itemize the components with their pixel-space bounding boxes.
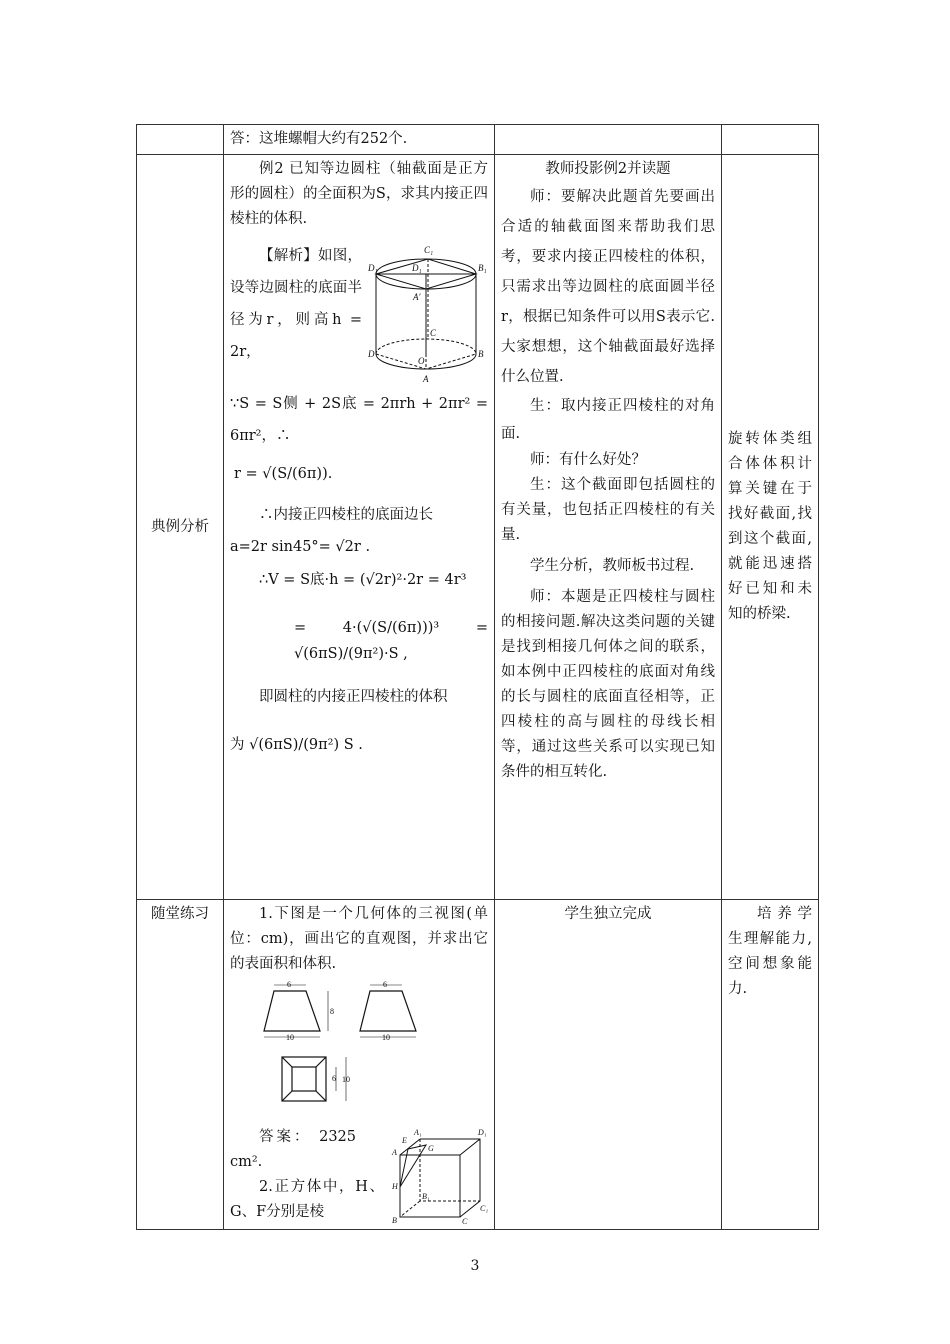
row1-col3 [495,125,722,155]
exercise-2: 2.正方体中，H、G、F分别是棱 [230,1179,384,1220]
label-b1: B₁ [422,1192,430,1201]
conclusion-line1: 即圆柱的内接正四棱柱的体积 [259,689,448,705]
answer-label: 答案： [259,1129,312,1145]
table-row [137,155,819,900]
label-c1: C₁ [480,1204,488,1213]
label-d: D [368,349,375,359]
teacher-line-5: 学生分析，教师板书过程. [530,558,695,574]
teacher-line-6: 师：本题是正四棱柱与圆柱的相接问题.解决这类问题的关键是找到相接几何体之间的联系，如本例中正四棱柱的底面对角线的长与圆柱的底面直径相等，正四棱柱的高与圆柱的母线长相等，通过这些关系可以实现已知条件的相互转化. [501,589,715,780]
teacher-line-1: 师：要解决此题首先要画出合适的轴截面图来帮助我们思考，要求内接正四棱柱的体积，只需求出等边圆柱的底面圆半径r，根据已知条件可以用S表示它.大家想想，这个轴截面最好选择什么位置. [501,189,715,385]
dim-height: 8 [330,1007,334,1016]
conclusion-line2: 为 √(6πS)/(9π²) S . [230,737,363,753]
answer-value: 2325 [319,1129,357,1145]
note-text: 培养学生理解能力,空间想象能力. [728,906,812,997]
teacher-line-4: 生：这个截面即包括圆柱的有关量，也包括正四棱柱的有关量. [501,477,715,543]
example-problem: 例2 已知等边圆柱（轴截面是正方形的圆柱）的全面积为S，求其内接正四棱柱的体积. [230,161,488,227]
label-a1: A₁ [414,1128,422,1137]
row1-col2 [224,125,495,155]
label-c1: C₁ [424,245,434,255]
label-d1: D₁ [478,1128,487,1137]
three-views-figure [262,981,442,1121]
formula-a: a=2r sin45°= √2r . [230,539,371,555]
cylinder-figure [368,244,488,386]
table-row [137,125,819,155]
answer-text: 答：这堆螺帽大约有252个. [230,131,408,147]
teacher-line-3: 师：有什么好处？ [530,452,646,468]
example-content [224,155,495,900]
label-c: C [462,1217,468,1225]
teacher-line-2: 生：取内接正四棱柱的对角面. [501,398,715,442]
page-number: 3 [470,1258,480,1274]
label-b: B [392,1216,397,1225]
solution-head: 【解析】如图，设等边圆柱的底面半径为r，则高h = 2r， [230,248,362,360]
formula-v1: ∴V = S底·h = (√2r)²·2r = 4r³ [259,572,467,588]
cube-figure [390,1125,488,1225]
teacher-activity: 学生独立完成 [495,900,722,1230]
section-label: 典例分析 [137,155,224,900]
row1-col1 [137,125,224,155]
formula-s: ∵S = S侧 + 2S底 = 2πrh + 2πr² = 6πr²，∴ [230,396,488,444]
exercise-1: 1.下图是一个几何体的三视图(单位：cm)，画出它的直观图，并求出它的表面积和体积. [230,906,488,972]
label-b: B [478,349,484,359]
label-a-prime: A' [413,292,421,302]
label-c: C [430,328,437,338]
row1-col4 [722,125,819,155]
lesson-table [136,124,819,1230]
table-row [137,900,819,1230]
dim-bottom-right: 10 [382,1033,390,1042]
label-d1: D₁ [368,263,378,273]
label-a: A [392,1148,397,1157]
formula-v2: = 4·(√(S/(6π)))³ = √(6πS)/(9π²)·S , [294,620,488,662]
note-text: 旋转体类组合体体积计算关键在于找好截面,找到这个截面,就能迅速搭好已知和未知的桥梁. [728,431,812,622]
teacher-activity [495,155,722,900]
teacher-line-0: 教师投影例2并读题 [545,161,671,177]
design-note [722,155,819,900]
label-b1: B₁ [478,263,487,273]
dim-bottom-left: 10 [286,1033,294,1042]
label-h: H [392,1182,398,1191]
label-d1-top: D₁ [412,263,422,273]
dim-outer: 10 [342,1075,350,1084]
answer-unit: cm². [230,1154,263,1170]
label-g: G [428,1144,434,1153]
dim-top-left: 6 [287,981,291,989]
section-label: 随堂练习 [137,900,224,1230]
exercise-content [224,900,495,1230]
label-o: O [418,356,425,366]
label-e: E [402,1136,407,1145]
dim-top-right: 6 [383,981,387,989]
design-note [722,900,819,1230]
side-length-text: ∴内接正四棱柱的底面边长 [259,507,433,523]
formula-r: r = √(S/(6π)). [234,466,333,482]
dim-inner: 6 [332,1074,336,1083]
label-a: A [423,374,429,384]
